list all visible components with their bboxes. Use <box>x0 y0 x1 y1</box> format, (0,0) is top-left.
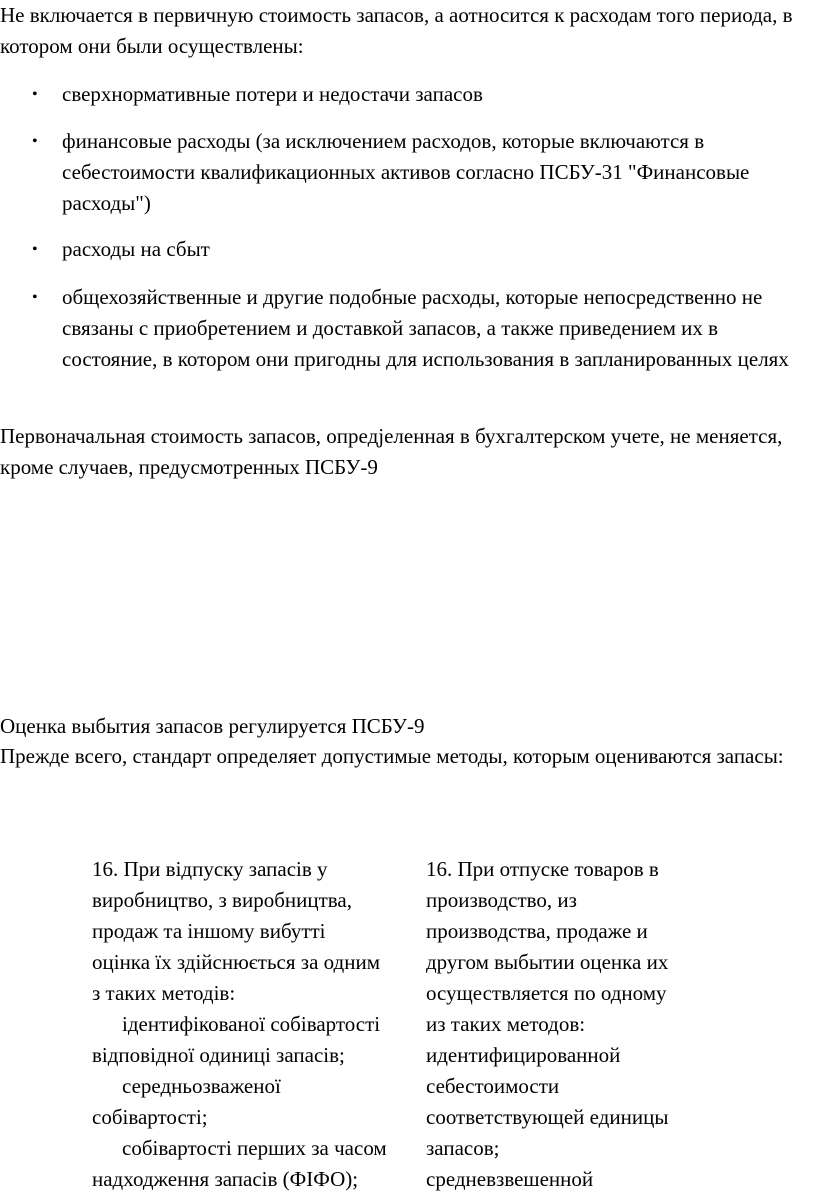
list-item-text: финансовые расходы (за исключением расходов, которые включаются в себестоимости квалификационных активов согласно ПСБУ-31 "Финансовые расходы") <box>62 129 750 215</box>
column-line: себестоимости <box>426 1074 560 1098</box>
list-item-text: расходы на сбыт <box>62 237 210 261</box>
column-line: средневзвешенной <box>426 1167 594 1191</box>
list-item-text: сверхнормативные потери и недостачи запасов <box>62 82 483 106</box>
column-line: идентифицированной <box>426 1043 621 1067</box>
column-line: запасов; <box>426 1136 500 1160</box>
column-line: из таких методов: <box>426 1012 586 1036</box>
column-line: надходження запасів (ФІФО); <box>92 1167 359 1191</box>
list-item <box>32 282 816 375</box>
column-line: з таких методів: <box>92 981 236 1005</box>
column-line: продаж та іншому вибутті <box>92 919 326 943</box>
bullet-dot-icon: • <box>32 289 38 306</box>
column-line: производство, из <box>426 888 577 912</box>
column-line: осуществляется по одному <box>426 981 667 1005</box>
list-item <box>32 79 816 110</box>
column-line: производства, продаже и <box>426 919 648 943</box>
intro-paragraph: Не включается в первичную стоимость запасов, а аотносится к расходам того периода, в котором они были осуществлены: <box>0 3 793 58</box>
bullet-dot-icon: • <box>32 133 38 150</box>
methods-paragraph: Прежде всего, стандарт определяет допустимые методы, которым оцениваются запасы: <box>0 744 784 768</box>
column-line: середньозваженої <box>122 1074 281 1098</box>
ukrainian-column <box>92 854 418 1195</box>
column-line: ідентифікованої собівартості <box>122 1012 381 1036</box>
column-line: другом выбытии оценка их <box>426 950 669 974</box>
column-line: відповідної одиниці запасів; <box>92 1043 345 1067</box>
column-line: собівартості; <box>92 1105 208 1129</box>
column-line: 16. При отпуске товаров в <box>426 857 659 881</box>
initial-cost-paragraph: Первоначальная стоимость запасов, опредjеленная в бухгалтерском учете, не меняется, кроме случаев, предусмотренных ПСБУ-9 <box>0 424 783 479</box>
comparison-columns <box>92 854 772 1202</box>
list-item <box>32 234 816 265</box>
bullet-dot-icon: • <box>32 241 38 258</box>
column-line: оцінка їх здійснюється за одним <box>92 950 380 974</box>
bullet-dot-icon: • <box>32 86 38 103</box>
disposal-heading: Оценка выбытия запасов регулируется ПСБУ-9 <box>0 714 425 738</box>
russian-column <box>426 854 746 1195</box>
column-line: виробництво, з виробництва, <box>92 888 352 912</box>
list-item <box>32 126 816 219</box>
column-line: 16. При відпуску запасів у <box>92 857 328 881</box>
list-item-text: общехозяйственные и другие подобные расходы, которые непосредственно не связаны с приобретением и доставкой запасов, а также приведением их в состояние, в котором они пригодны для использования в запланированных целях <box>62 285 789 371</box>
column-line: собівартості перших за часом <box>122 1136 387 1160</box>
column-line: соответствующей единицы <box>426 1105 669 1129</box>
